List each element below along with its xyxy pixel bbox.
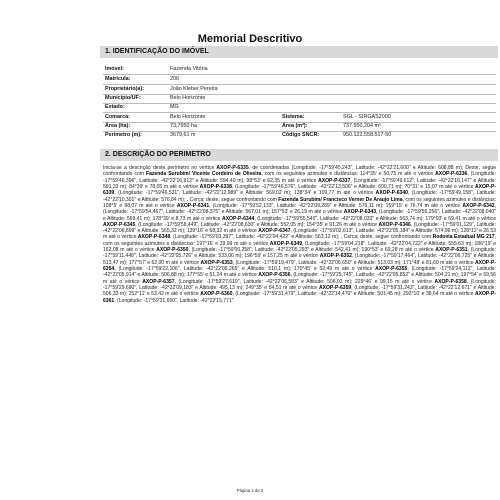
description-bold-run: AXOP-P-6338 — [199, 183, 232, 190]
description-bold-run: AXOP-P-6336 — [435, 171, 468, 178]
area-ha-value: 73,7950 ha — [170, 123, 197, 129]
description-text-run: , (Longitude: -17°59'46,396", Latitude: -42°22'16,912" e Altitude: 594,40 m); 98°53' e 62,35 m até o vértice — [103, 171, 497, 184]
description-text-run: , (Longitude: -17°59'22,106", Latitude: -42°22'06,265" e Altitude: 510,1 m); 170°45' e 52,49 m até o vértice — [114, 266, 376, 272]
description-text-run: , (Longitude: -17°59'49,612", Latitude: -42°22'16,147" e Altitude: 591,33 m); 84°39' e 78,05 m até o vértice — [103, 177, 496, 190]
imovel-label: Imóvel: — [105, 66, 124, 72]
sistema-value: SGL - SIRGAS2000 — [343, 114, 391, 120]
description-bold-run: AXOP-P-6351 — [435, 247, 468, 254]
estado-value: MG — [170, 104, 179, 110]
comarca-value: Belo Horizonte — [170, 114, 206, 120]
description-bold-run: AXOP-P-6337 — [318, 177, 351, 184]
description-bold-run: AXOP-P-6355 — [375, 266, 408, 272]
description-bold-run: AXOP-P-6344 — [222, 215, 255, 222]
description-bold-run: AXOP-P-6341 — [176, 202, 210, 209]
description-text-run: , (Longitude: -17°59'46,531", Latitude: -42°22'12,989" e Altitude: 569,02 m); 138°34' e 109,77 m até o vértice — [114, 190, 376, 197]
description-bold-run: AXOP-P-6352 — [319, 253, 352, 260]
sistema-label: Sistema: — [282, 114, 305, 120]
page-footer: Página 1 de 3 — [236, 488, 264, 493]
description-text-run: , com os seguintes azimutes e distâncias: 108°5' e 98,07 m até o vértice — [103, 196, 497, 209]
section-heading-identificacao: 1. IDENTIFICAÇÃO DO IMÓVEL — [100, 46, 498, 58]
description-bold-run: AXOP-P-6356 — [258, 272, 291, 279]
description-bold-run: AXOP-P-6358 — [434, 278, 467, 285]
description-bold-run: AXOP-P-6357 — [142, 278, 175, 285]
area-m2-value: 737.950,204 m² — [343, 123, 381, 129]
proprietario-label: Proprietário(a): — [105, 86, 144, 92]
description-bold-run: AXOP-P-6361 — [103, 291, 496, 304]
description-text-run: , (Longitude: -17°59'02,613", Latitude: -42°22'05,184" e Altitude: 574,99 m); 128°12' e 26,53 m até o vértice — [103, 228, 496, 241]
description-text-run: , (Longitude: -17°59'49,158", Latitude: -42°22'10,301" e Altitude: 576,84 m); . Cerca; deste, segue confrontando com — [103, 190, 497, 203]
description-text-run: , (Longitude: -17°59'29,690", Latitude: -42°22'09,183" e Altitude: 495,13 m); 249°35' e 84,51 m até o vértice — [103, 278, 496, 291]
description-bold-run: Fazenda Surubim/ Francisco Verner De Araujo Lima — [278, 196, 403, 203]
description-bold-run: AXOP-P-6340 — [375, 190, 408, 197]
perimeter-description — [103, 165, 496, 304]
description-bold-run: AXOP-P-6354 — [103, 259, 496, 272]
description-bold-run: AXOP-P-6350 — [156, 247, 189, 254]
codigo-sncr-label: Código SNCR: — [282, 132, 320, 138]
description-text-run: , (Longitude: -17°59'55,256", Latitude: -42°22'08,040" e Altitude: 569,41 m); 178°39' e 8,73 m até o vértice — [103, 209, 497, 222]
field-divider — [103, 84, 496, 85]
description-bold-run: AXOP-P-6348 — [137, 234, 171, 241]
description-text-run: , (Longitude: -17°59'04,218", Latitude: -42°22'04,722" e Altitude: 555,63 m); 186°19' e 162,08 m até o vértice — [103, 240, 496, 254]
description-text-run: Inicia-se a descrição deste perímetro no vértice — [103, 165, 217, 171]
description-bold-run: AXOP-P-6349 — [269, 240, 303, 247]
perimetro-label: Perímetro (m): — [105, 132, 142, 138]
description-bold-run: AXOP-P-6347 — [258, 228, 291, 235]
field-divider — [103, 103, 496, 104]
description-text-run: , (Longitude: -17°59'46,576", Latitude: -42°22'13,506" e Altitude: 600,71 m); 70°31' e 15,07 m até o vértice — [231, 183, 475, 190]
description-text-run: , (Longitude: -17°59'31,650", Latitude: -42°22'15,771" — [114, 297, 234, 304]
area-ha-label: Área (ha): — [105, 123, 131, 129]
description-text-run: , (Longitude: -17°59'11,448", Latitude: -42°22'05,726" e Altitude: 533,06 m); 196°59' e 157,25 m até o vértice — [103, 247, 496, 260]
section-heading-descricao: 2. DESCRIÇÃO DO PERIMETRO — [100, 149, 498, 161]
description-text-run: , de coordenadas (Longitude: -17°59'45,243", Latitude: -42°22'21,600" e Altitude: 608,88 m); Deste, segue confrontando com — [103, 165, 496, 178]
description-text-run: , (Longitude: -17°59'24,112", Latitude: -42°22'05,914" e Altitude: 506,88 m); 177°55' e 51,24 m até o vértice — [103, 266, 496, 279]
description-bold-run: AXOP-P-6359 — [318, 284, 352, 291]
area-m2-label: Área (m²): — [282, 123, 308, 129]
description-bold-run: Fazenda Surubim/ Vicente Cordeiro de Oliveira — [146, 171, 262, 178]
description-text-run: , (Longitude: -17°59'52,133", Latitude: -42°22'09,289" e Altitude: 576,11 m); 159°15' e 76,74 m até o vértice — [209, 202, 463, 209]
description-text-run: , (Longitude: -17°59'31,479", Latitude: -42°22'14,470" e Altitude: 501,45 m); 292°10' e 38,64 m até o vértice — [232, 291, 475, 298]
municipio-label: Município/UF: — [105, 95, 141, 101]
matricula-label: Matrícula: — [105, 76, 131, 82]
description-text-run: , (Longitude: -17°59'54,467", Latitude: -42°22'08,375" e Altitude: 567,01 m); 157°53' e 26,19 m até o vértice — [103, 202, 496, 216]
description-text-run: , (Longitude: -17°59'55,540", Latitude: -42°22'08,033" e Altitude: 563,74 m); 179°03' e 69,41 m até o vértice — [254, 215, 496, 222]
description-bold-run: AXOP-P-6353 — [200, 259, 233, 266]
proprietario-value: João Kleber Pereira — [170, 86, 218, 92]
description-text-run: , com os seguintes azimutes e distâncias: 197°16' e 29,99 m até o vértice — [103, 234, 496, 247]
description-bold-run: AXOP-P-6335 — [216, 165, 249, 171]
perimetro-value: 3679,61 m — [170, 132, 196, 138]
description-text-run: , (Longitude: -17°59'27,610", Latitude: -42°22'06,583" e Altitude: 506,02 m); 229°46' e 99,15 m até o vértice — [174, 278, 435, 285]
codigo-sncr-value: 950.122.558.517-50 — [343, 132, 392, 138]
comarca-label: Comarca: — [105, 114, 130, 120]
description-bold-run: AXOP-P-6360 — [200, 291, 233, 298]
field-divider — [103, 112, 496, 113]
description-bold-run: AXOP-P-6339 — [103, 183, 496, 197]
description-bold-run: Rodovia Estadual MG 217 — [432, 234, 495, 241]
description-bold-run: AXOP-P-6345 — [103, 221, 136, 228]
description-text-run: , com os seguintes azimutes e distâncias: 114°35' e 50,75 m até o vértice — [261, 171, 436, 178]
description-text-run: , (Longitude: -17°59'25,745", Latitude: -42°22'05,852" e Altitude: 504,21 m); 197°54' e 59,56 m até o vértice — [103, 272, 496, 285]
document-title: Memorial Descritivo — [197, 33, 303, 45]
description-text-run: , (Longitude: -17°59'03,397", Latitude: -42°22'04,422" e Altitude: 563,12 m); . Cerca; deste, segue confrontando com — [170, 234, 433, 241]
matricula-value: 206 — [170, 76, 179, 82]
description-bold-run: AXOP-P-6346 — [378, 221, 411, 228]
description-text-run: , (Longitude: -17°59'19,479", Latitude: -42°22'06,650" e Altitude: 513,03 m); 171°48' e 81,60 m até o vértice — [232, 259, 475, 266]
description-text-run: , (Longitude: -17°59'17,464", Latitude: -42°22'06,725" e Altitude: 513,47 m); 177°57' e 62,00 m até o vértice — [103, 253, 496, 266]
description-bold-run: AXOP-P-6343 — [343, 209, 377, 216]
estado-label: Estado: — [105, 104, 125, 110]
description-text-run: , (Longitude: -17°59'31,243", Latitude: -42°22'12,671" e Altitude: 506,33 m); 252°11' e 53,42 m até o vértice — [103, 284, 496, 298]
description-text-run: , (Longitude: -17°59'58,449", Latitude: -42°22'08,630" e Altitude: 552,05 m); 154°35' e 91,26 m até o vértice — [135, 221, 379, 228]
description-text-run: , (Longitude: -17°59'01,129", Latitude: -42°22'06,899" e Altitude: 565,32 m); 139°16' e 68,32 m até o vértice — [103, 221, 496, 235]
field-divider — [103, 94, 496, 95]
description-bold-run: AXOP-P-6342 — [462, 202, 495, 209]
imovel-value: Fazenda Vitória — [170, 66, 208, 72]
municipio-value: Belo Horizonte — [170, 95, 206, 101]
description-text-run: , (Longitude: -17°59'00,258", Latitude: -42°22'05,293" e Altitude: 542,41 m); 190°53' e 69,28 m até o vértice — [188, 247, 436, 254]
field-divider — [103, 74, 496, 75]
